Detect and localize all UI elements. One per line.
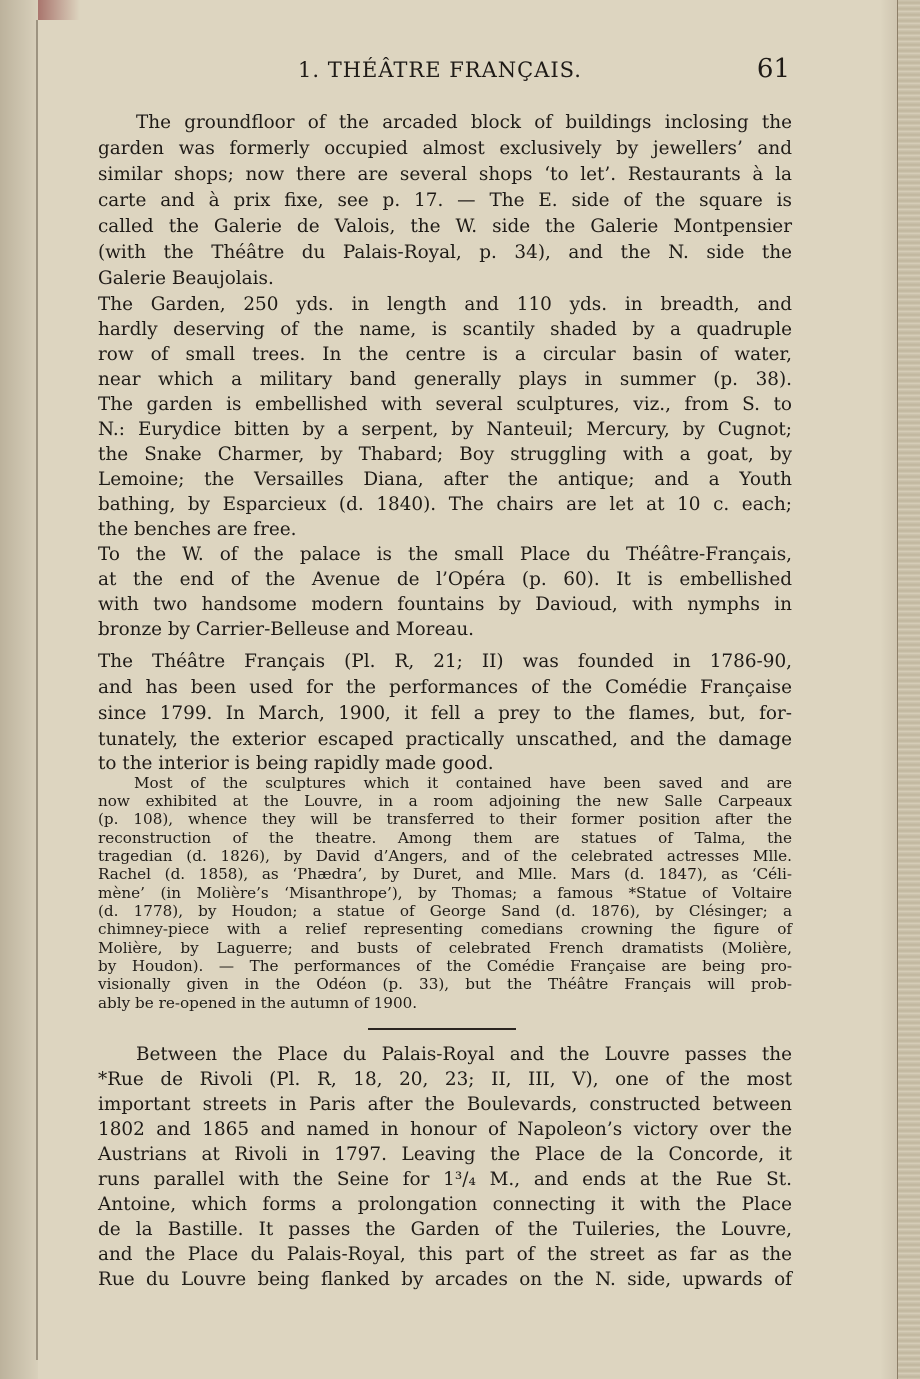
text-line: ably be re-opened in the autumn of 1900. <box>98 994 418 1012</box>
chapter-title: 1. THÉÂTRE FRANÇAIS. <box>298 58 582 82</box>
text-line: tunately, the exterior escaped practically unscathed, and the damage <box>98 729 792 750</box>
text-line: and the Place du Palais-Royal, this part of the street as far as the <box>98 1244 792 1265</box>
text-line: mène’ (in Molière’s ‘Misanthrope’), by Thomas; a famous *Statue of Voltaire <box>98 884 792 902</box>
text-line: de la Bastille. It passes the Garden of the Tuileries, the Louvre, <box>98 1219 792 1240</box>
text-line: Between the Place du Palais-Royal and the Louvre passes the <box>136 1044 792 1065</box>
text-line: runs parallel with the Seine for 1³/₄ M., and ends at the Rue St. <box>98 1169 792 1190</box>
text-line: since 1799. In March, 1900, it fell a prey to the flames, but, for- <box>98 703 792 724</box>
section-divider <box>368 1028 516 1030</box>
text-line: *Rue de Rivoli (Pl. R, 18, 20, 23; II, III, V), one of the most <box>98 1069 792 1090</box>
text-line: Molière, by Laguerre; and busts of celebrated French dramatists (Molière, <box>98 939 792 957</box>
text-line: reconstruction of the theatre. Among them are statues of Talma, the <box>98 829 792 847</box>
text-line: 1802 and 1865 and named in honour of Napoleon’s victory over the <box>98 1119 792 1140</box>
text-line: the Snake Charmer, by Thabard; Boy struggling with a goat, by <box>98 444 792 465</box>
text-line: Galerie Beaujolais. <box>98 268 274 289</box>
text-line: now exhibited at the Louvre, in a room adjoining the new Salle Carpeaux <box>98 792 792 810</box>
text-line: similar shops; now there are several shops ‘to let’. Restaurants à la <box>98 164 792 185</box>
text-line: The groundfloor of the arcaded block of buildings inclosing the <box>136 112 792 133</box>
text-line: and has been used for the performances of the Comédie Française <box>98 677 792 698</box>
text-line: near which a military band generally plays in summer (p. 38). <box>98 369 792 390</box>
text-line: (with the Théâtre du Palais-Royal, p. 34), and the N. side the <box>98 242 792 263</box>
text-line: Lemoine; the Versailles Diana, after the antique; and a Youth <box>98 469 792 490</box>
text-line: garden was formerly occupied almost exclusively by jewellers’ and <box>98 138 792 159</box>
text-line: carte and à prix fixe, see p. 17. — The E. side of the square is <box>98 190 792 211</box>
text-line: The garden is embellished with several sculptures, viz., from S. to <box>98 394 792 415</box>
text-line: Most of the sculptures which it contained have been saved and are <box>134 774 792 792</box>
text-line: at the end of the Avenue de l’Opéra (p. 60). It is embellished <box>98 569 792 590</box>
page-number: 61 <box>756 54 790 84</box>
text-line: The Théâtre Français (Pl. R, 21; II) was founded in 1786-90, <box>98 651 792 672</box>
text-line: N.: Eurydice bitten by a serpent, by Nanteuil; Mercury, by Cugnot; <box>98 419 792 440</box>
text-line: visionally given in the Odéon (p. 33), but the Théâtre Français will prob- <box>98 975 792 993</box>
text-line: row of small trees. In the centre is a circular basin of water, <box>98 344 792 365</box>
text-line: (d. 1778), by Houdon; a statue of George Sand (d. 1876), by Clésinger; a <box>98 902 792 920</box>
text-line: Austrians at Rivoli in 1797. Leaving the Place de la Concorde, it <box>98 1144 792 1165</box>
text-line: Rachel (d. 1858), as ‘Phædra’, by Duret, and Mlle. Mars (d. 1847), as ‘Céli- <box>98 865 792 883</box>
text-line: To the W. of the palace is the small Place du Théâtre-Français, <box>98 544 792 565</box>
page-gutter <box>0 0 38 1379</box>
text-line: chimney-piece with a relief representing comedians crowning the figure of <box>98 920 792 938</box>
text-line: Rue du Louvre being flanked by arcades on the N. side, upwards of <box>98 1269 792 1290</box>
text-line: bathing, by Esparcieux (d. 1840). The chairs are let at 10 c. each; <box>98 494 792 515</box>
running-header <box>98 54 792 88</box>
text-line: to the interior is being rapidly made good. <box>98 753 494 774</box>
text-line: Antoine, which forms a prolongation connecting it with the Place <box>98 1194 792 1215</box>
text-line: hardly deserving of the name, is scantily shaded by a quadruple <box>98 319 792 340</box>
text-line: important streets in Paris after the Boulevards, constructed between <box>98 1094 792 1115</box>
text-line: by Houdon). — The performances of the Comédie Française are being pro- <box>98 957 792 975</box>
text-line: tragedian (d. 1826), by David d’Angers, and of the celebrated actresses Mlle. <box>98 847 792 865</box>
text-line: (p. 108), whence they will be transferred to their former position after the <box>98 810 792 828</box>
text-line: the benches are free. <box>98 519 297 540</box>
binding-edge-line <box>36 20 38 1360</box>
text-line: The Garden, 250 yds. in length and 110 yds. in breadth, and <box>98 294 792 315</box>
text-line: bronze by Carrier-Belleuse and Moreau. <box>98 619 475 640</box>
page-fore-edge <box>897 0 920 1379</box>
text-line: called the Galerie de Valois, the W. side the Galerie Montpensier <box>98 216 792 237</box>
text-line: with two handsome modern fountains by Davioud, with nymphs in <box>98 594 792 615</box>
